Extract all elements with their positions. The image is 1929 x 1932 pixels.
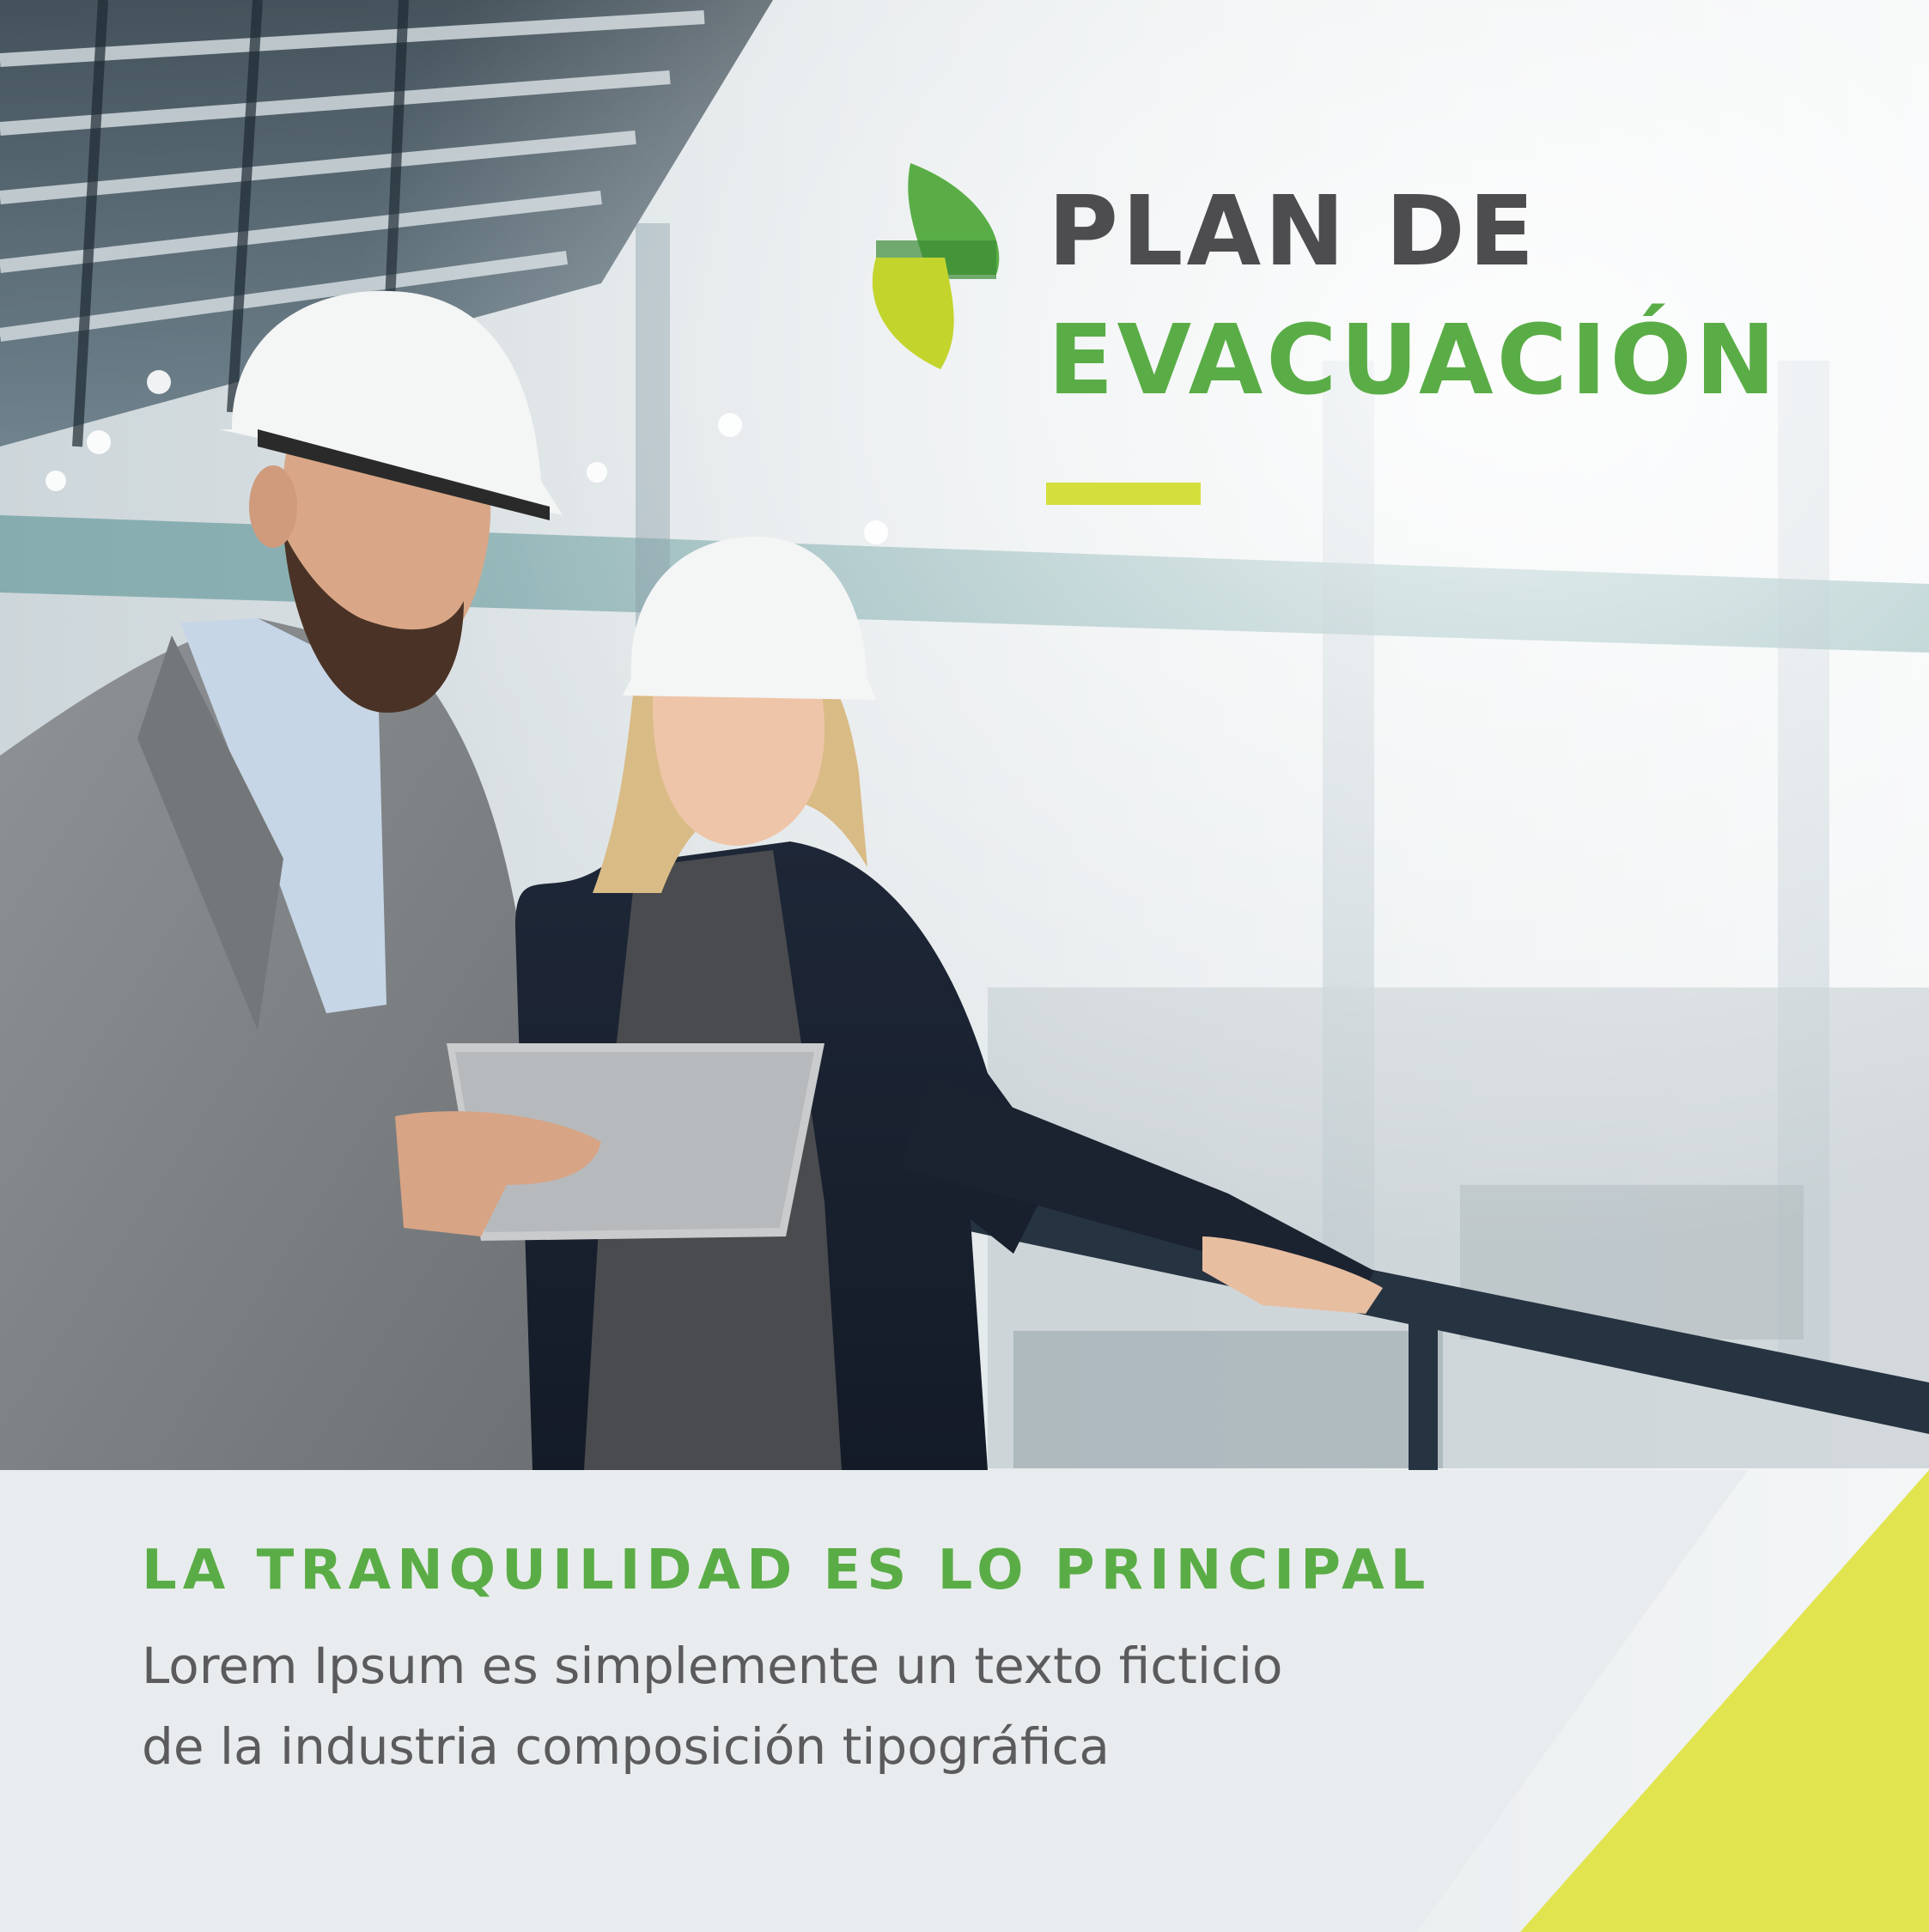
title-line-2: EVACUACIÓN: [1048, 305, 1780, 416]
body-text-line-1: Lorem Ipsum es simplemente un texto ficticio: [142, 1637, 1283, 1695]
title-line-1: PLAN DE: [1048, 176, 1538, 288]
brand-logo-icon: [867, 163, 1013, 369]
title-underline-accent: [1046, 483, 1201, 505]
tagline: LA TRANQUILIDAD ES LO PRINCIPAL: [142, 1539, 1432, 1602]
body-text-line-2: de la industria composición tipográfica: [142, 1717, 1110, 1776]
